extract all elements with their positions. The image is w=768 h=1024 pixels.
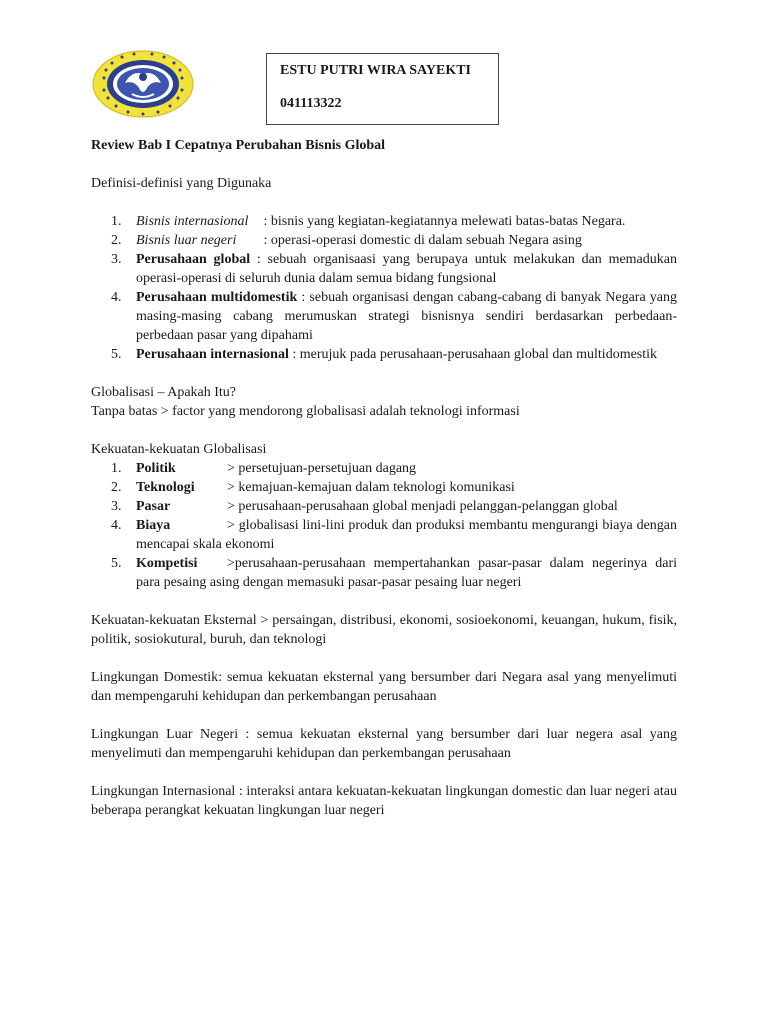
definition-term: Bisnis luar negeri (136, 233, 237, 248)
list-item: 2. Teknologi > kemajuan-kemajuan dalam teknologi komunikasi (111, 480, 515, 495)
document-title: Review Bab I Cepatnya Perubahan Bisnis Global (91, 138, 386, 153)
definition-term: Perusahaan internasional (136, 347, 289, 362)
force-text: > globalisasi lini-lini produk dan produksi membantu mengurangi biaya dengan mencapai skala ekonomi (136, 518, 677, 552)
definition-term: Bisnis internasional (136, 214, 249, 229)
student-name: ESTU PUTRI WIRA SAYEKTI (280, 63, 472, 78)
definition-term: Perusahaan global (136, 252, 251, 267)
definition-text: : operasi-operasi domestic di dalam sebuah Negara asing (260, 233, 582, 248)
definition-text: : sebuah organisaasi yang berupaya untuk melakukan dan memadukan operasi-operasi di seluruh dunia dalam semua bidang fungsional (136, 252, 677, 286)
force-term: Politik (136, 461, 176, 476)
internasional-paragraph: Lingkungan Internasional : interaksi antara kekuatan-kekuatan lingkungan domestic dan luar negeri atau beberapa perangkat kekuatan lingkungan luar negeri (91, 784, 677, 818)
force-text: > persetujuan-persetujuan dagang (227, 461, 417, 476)
force-term: Teknologi (136, 480, 195, 495)
student-identity-box (266, 53, 499, 125)
force-text: > kemajuan-kemajuan dalam teknologi komunikasi (227, 480, 515, 495)
luar-negeri-paragraph: Lingkungan Luar Negeri : semua kekuatan eksternal yang bersumber dari luar negera asal yang menyelimuti dan mempengaruhi kehidupan dan perkembangan perusahaan (91, 727, 677, 761)
definisi-list (91, 212, 677, 364)
definition-text: : sebuah organisasi dengan cabang-cabang di banyak Negara yang masing-masing cabang merumuskan strategi bisnisnya sendiri berdasarkan perbedaan-perbedaan pasar yang dipahami (136, 290, 678, 343)
list-item: 1. Politik > persetujuan-persetujuan dagang (111, 461, 417, 476)
eksternal-paragraph: Kekuatan-kekuatan Eksternal > persaingan, distribusi, ekonomi, sosioekonomi, keuangan, hukum, fisik, politik, sosiokutural, buruh, dan teknologi (91, 613, 677, 647)
list-item: 2. Bisnis luar negeri : operasi-operasi domestic di dalam sebuah Negara asing (111, 233, 582, 248)
list-item: 4. Perusahaan multidomestik : sebuah organisasi dengan cabang-cabang di banyak Negara yang masing-masing cabang merumuskan strategi bisnisnya sendiri berdasarkan perbedaan-perbedaan pasar yang dipahami (111, 290, 678, 343)
list-item: 4. Biaya > globalisasi lini-lini produk dan produksi membantu mengurangi biaya dengan mencapai skala ekonomi (111, 518, 677, 552)
definition-text: : merujuk pada perusahaan-perusahaan global dan multidomestik (288, 347, 658, 362)
list-item: 5. Kompetisi >perusahaan-perusahaan mempertahankan pasar-pasar dalam negerinya dari para pesaing asing dengan memasuki pasar-pasar pesaing luar negeri (111, 556, 677, 590)
list-item: 1. Bisnis internasional : bisnis yang kegiatan-kegiatannya melewati batas-batas Negara. (111, 214, 626, 229)
globalisasi-heading: Globalisasi – Apakah Itu? (91, 385, 237, 400)
force-text: >perusahaan-perusahaan mempertahankan pasar-pasar dalam negerinya dari para pesaing asing dengan memasuki pasar-pasar pesaing luar negeri (136, 556, 677, 590)
student-id: 041113322 (280, 96, 342, 111)
definition-term: Perusahaan multidomestik (136, 290, 298, 305)
force-term: Pasar (136, 499, 171, 514)
list-item: 5. Perusahaan internasional : merujuk pada perusahaan-perusahaan global dan multidomestik (111, 347, 658, 362)
force-term: Biaya (136, 518, 171, 533)
domestik-paragraph: Lingkungan Domestik: semua kekuatan eksternal yang bersumber dari Negara asal yang menyelimuti dan mempengaruhi kehidupan dan perkembangan perusahaan (91, 670, 677, 704)
kekuatan-list (91, 459, 677, 592)
document-body (91, 136, 677, 820)
definition-text: : bisnis yang kegiatan-kegiatannya melewati batas-batas Negara. (260, 214, 626, 229)
definisi-heading: Definisi-definisi yang Digunaka (91, 176, 272, 191)
university-seal-icon (92, 50, 194, 118)
kekuatan-heading: Kekuatan-kekuatan Globalisasi (91, 442, 267, 457)
force-text: > perusahaan-perusahaan global menjadi pelanggan-pelanggan global (227, 499, 618, 514)
list-item: 3. Perusahaan global : sebuah organisaasi yang berupaya untuk melakukan dan memadukan operasi-operasi di seluruh dunia dalam semua bidang fungsional (111, 252, 677, 286)
force-term: Kompetisi (136, 556, 198, 571)
globalisasi-text: Tanpa batas > factor yang mendorong globalisasi adalah teknologi informasi (91, 404, 520, 419)
list-item: 3. Pasar > perusahaan-perusahaan global menjadi pelanggan-pelanggan global (111, 499, 618, 514)
